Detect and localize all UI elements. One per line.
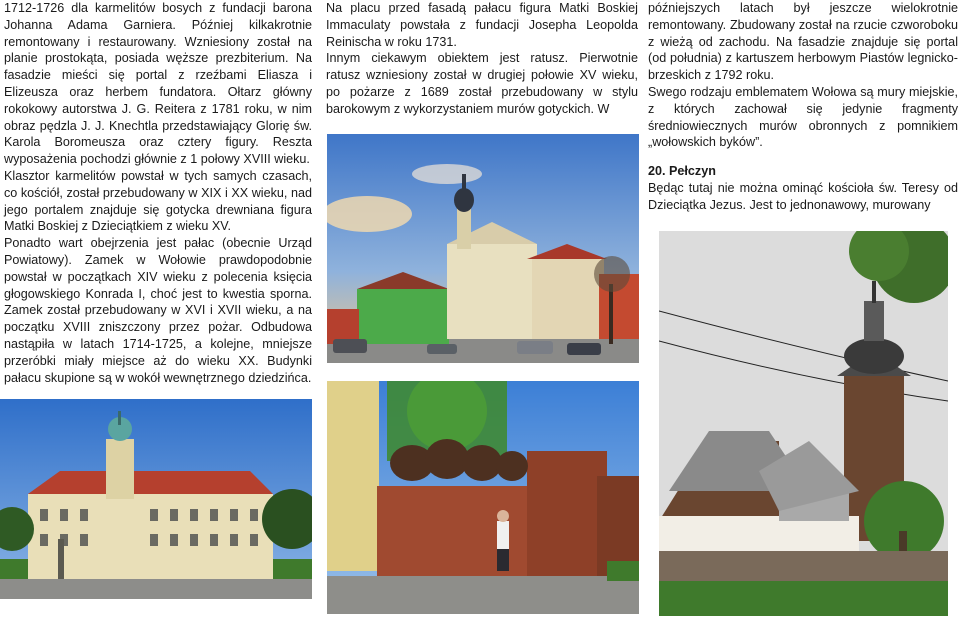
- paragraph-statue: Na placu przed fasadą pałacu figura Matki Boskiej Immaculaty powstała z fundacji Josepha Leopolda Reinischa w roku 1731.: [326, 1, 638, 49]
- paragraph-pelczyn-church: Będąc tutaj nie można ominąć kościoła św. Teresy od Dzieciątka Jezus. Jest to jednonawowy, murowany: [648, 180, 958, 212]
- wooden-church-photo: [659, 231, 948, 616]
- text-column-1: [4, 0, 312, 386]
- palace-photo: [0, 399, 312, 599]
- paragraph-town-hall-cont: późniejszych latach był jeszcze wielokrotnie remontowany. Zbudowany został na rzucie czworoboku z wieżą od zachodu. Na fasadzie znajduje się portal (od południa) z kartuszem herbowym Piastów legnicko-brzeskich z 1792 roku.: [648, 1, 958, 83]
- text-column-2: [326, 0, 638, 118]
- town-hall-photo: [327, 134, 639, 363]
- text-column-3: [648, 0, 958, 214]
- paragraph-palace: Ponadto wart obejrzenia jest pałac (obecnie Urząd Powiatowy). Zamek w Wołowie prawdopodobnie powstał w początkach XIV wieku z polecenia księcia głogowskiego Konrada I, choć jest to kwestia sporna. Zamek został przebudowany w XVI i XVII wieku, a na początku XVIII zniszczony przez pożar. Odbudowa nastąpiła w latach 1714-1725, a kolejne, mniejsze przeróbki miały miejsce aż do wieku XX. Budynki pałacu skupione są w wokół wewnętrznego dziedzińca.: [4, 236, 312, 385]
- paragraph-city-walls: Swego rodzaju emblematem Wołowa są mury miejskie, z których zachował się jedynie fragmenty średniowiecznych murów obronnych z pomnikiem „wołowskich byków”.: [648, 84, 958, 150]
- paragraph-church: 1712-1726 dla karmelitów bosych z fundacji barona Johanna Adama Garniera. Później kilkakrotnie remontowany i restaurowany. Wzniesiony został na planie prostokąta, posiada węższe prezbiterium. Na fasadzie mieści się portal z rzeźbami Eliasza i Elizeusza oraz herbem fundatora. Ołtarz główny rokokowy autorstwa J. G. Reitera z 1781 roku, w nim obraz pędzla J. J. Knechtla przedstawiający Glorię św. Karola Boromeusza oraz cztery figury. Reszta wyposażenia pochodzi głównie z 1 połowy XVIII wieku.: [4, 1, 312, 167]
- section-heading-pelczyn: 20. Pełczyn: [648, 164, 716, 179]
- city-walls-oxen-photo: [327, 381, 639, 614]
- paragraph-monastery: Klasztor karmelitów powstał w tych samych czasach, co kościół, został przebudowany w XIX i XX wieku, nad jego portalem znajduje się gotycka drewniana figura Matki Boskiej z Dzieciątkiem z wieku XV.: [4, 168, 312, 234]
- paragraph-town-hall: Innym ciekawym obiektem jest ratusz. Pierwotnie ratusz wzniesiony został w drugiej połowie XV wieku, po pożarze z 1689 został przebudowany w stylu barokowym z wykorzystaniem murów gotyckich. W: [326, 51, 638, 116]
